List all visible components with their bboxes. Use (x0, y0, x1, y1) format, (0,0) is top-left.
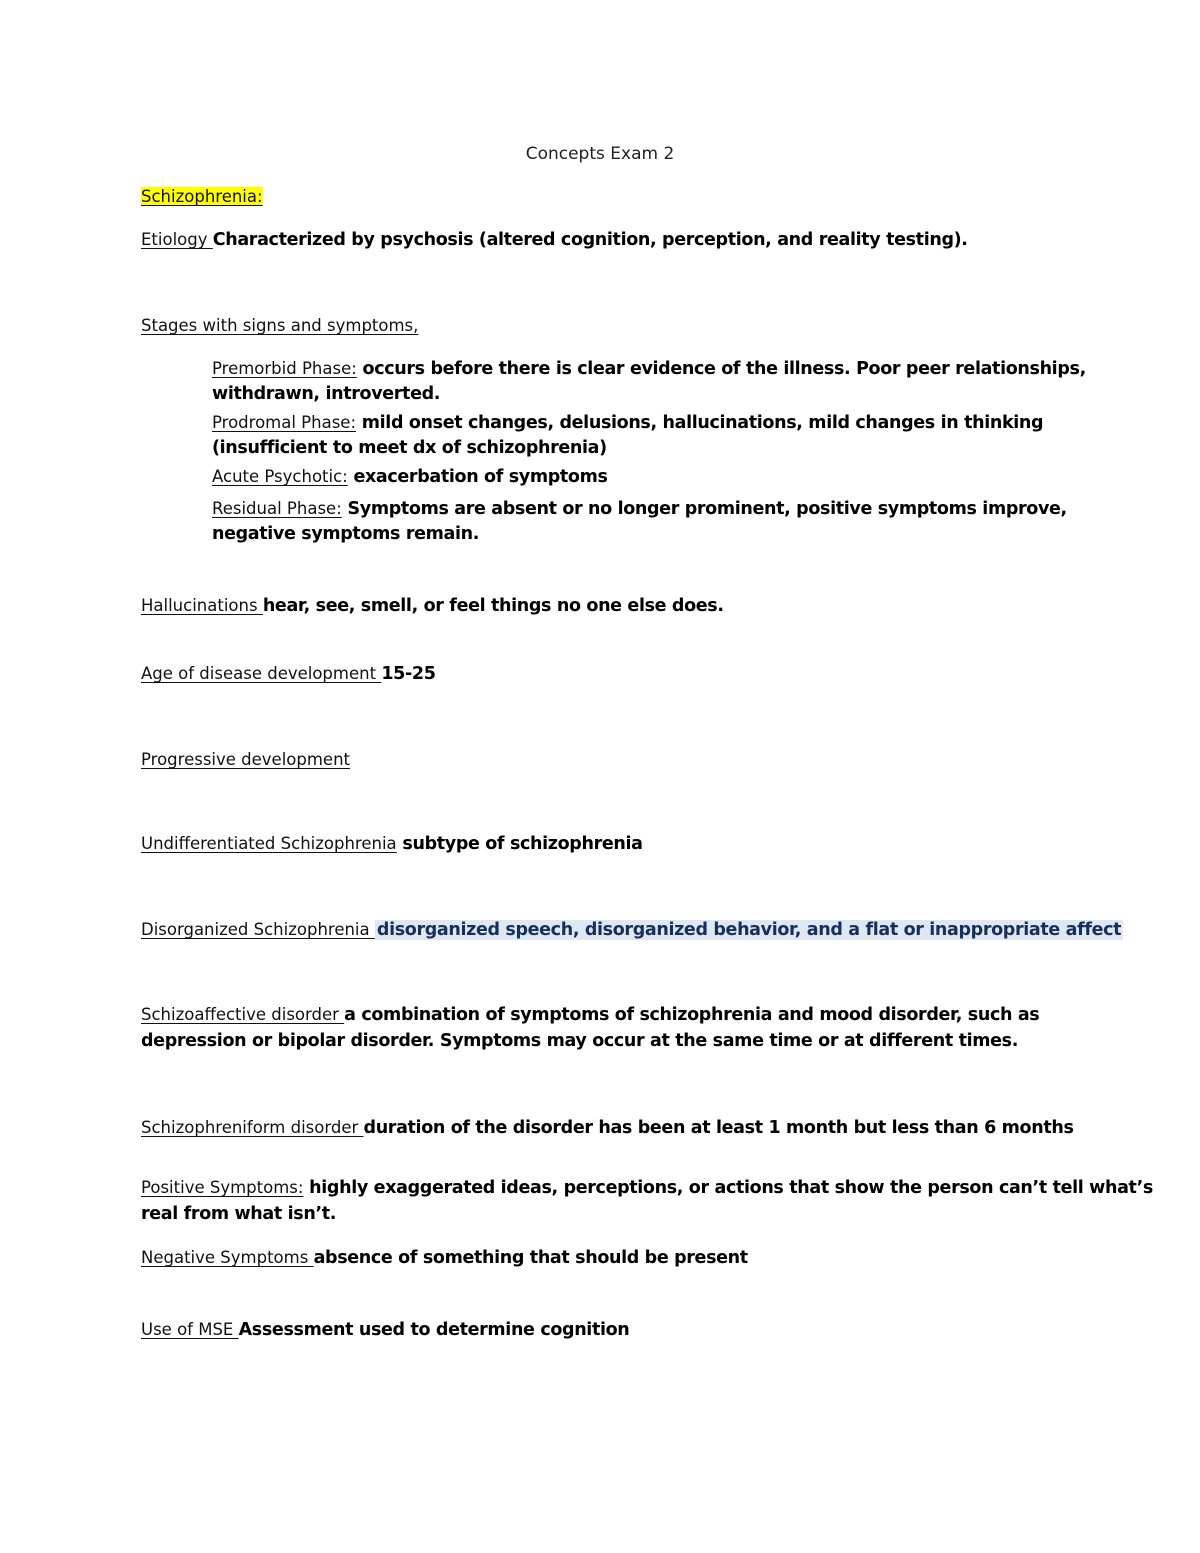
acute-entry (212, 464, 608, 490)
schizoaffective-definition-continued: depression or bipolar disorder. Symptoms may occur at the same time or at different times. (141, 1031, 1019, 1051)
acute-definition: exacerbation of symptoms (347, 467, 608, 487)
progressive-term: Progressive development (141, 750, 351, 769)
disorganized-definition: disorganized speech, disorganized behavior, and a flat or inappropriate affect (376, 920, 1122, 940)
progressive-entry (141, 747, 350, 773)
schizophreniform-definition: duration of the disorder has been at least 1 month but less than 6 months (363, 1118, 1074, 1138)
prodromal-definition: mild onset changes, delusions, hallucinations, mild changes in thinking (356, 413, 1044, 433)
residual-definition-continued: negative symptoms remain. (212, 524, 480, 544)
positive-definition: highly exaggerated ideas, perceptions, or actions that show the person can’t tell what’s (303, 1178, 1153, 1198)
stages-heading-text: Stages with signs and symptoms, (141, 316, 419, 335)
acute-term: Acute Psychotic: (212, 467, 348, 486)
mse-definition: Assessment used to determine cognition (238, 1320, 630, 1340)
prodromal-entry (212, 410, 1043, 436)
schizoaffective-entry (141, 1002, 1039, 1028)
age-term: Age of disease development (141, 664, 382, 683)
schizoaffective-continuation (141, 1028, 1018, 1054)
residual-term: Residual Phase: (212, 499, 342, 518)
premorbid-continuation (212, 381, 440, 407)
prodromal-definition-continued: (insufficient to meet dx of schizophrenia) (212, 438, 607, 458)
disorganized-term: Disorganized Schizophrenia (141, 920, 375, 939)
mse-entry (141, 1317, 629, 1343)
premorbid-entry (212, 356, 1086, 382)
mse-term: Use of MSE (141, 1320, 239, 1339)
positive-entry (141, 1175, 1153, 1201)
etiology-definition: Characterized by psychosis (altered cognition, perception, and reality testing). (212, 230, 968, 250)
schizoaffective-term: Schizoaffective disorder (141, 1005, 345, 1024)
hallucinations-entry (141, 593, 724, 619)
residual-continuation (212, 521, 479, 547)
positive-term: Positive Symptoms: (141, 1178, 304, 1197)
disorganized-entry (141, 917, 1123, 943)
schizoaffective-definition: a combination of symptoms of schizophrenia and mood disorder, such as (344, 1005, 1040, 1025)
positive-continuation (141, 1201, 336, 1227)
age-definition: 15-25 (381, 664, 436, 684)
undifferentiated-entry (141, 831, 643, 857)
schizophrenia-heading: Schizophrenia: (141, 187, 263, 206)
section-heading (141, 184, 263, 210)
age-entry (141, 661, 436, 687)
schizophreniform-term: Schizophreniform disorder (141, 1118, 364, 1137)
negative-definition: absence of something that should be present (313, 1248, 748, 1268)
undifferentiated-term: Undifferentiated Schizophrenia (141, 834, 397, 853)
etiology-entry (141, 227, 968, 253)
document-title: Concepts Exam 2 (525, 144, 675, 164)
residual-definition: Symptoms are absent or no longer prominent, positive symptoms improve, (341, 499, 1067, 519)
premorbid-term: Premorbid Phase: (212, 359, 357, 378)
negative-entry (141, 1245, 748, 1271)
hallucinations-definition: hear, see, smell, or feel things no one else does. (262, 596, 724, 616)
schizophreniform-entry (141, 1115, 1074, 1141)
premorbid-definition: occurs before there is clear evidence of the illness. Poor peer relationships, (356, 359, 1086, 379)
negative-term: Negative Symptoms (141, 1248, 314, 1267)
premorbid-definition-continued: withdrawn, introverted. (212, 384, 441, 404)
residual-entry (212, 496, 1067, 522)
stages-heading (141, 313, 418, 339)
etiology-term: Etiology (141, 230, 213, 249)
prodromal-term: Prodromal Phase: (212, 413, 357, 432)
positive-definition-continued: real from what isn’t. (141, 1204, 337, 1224)
undifferentiated-definition: subtype of schizophrenia (396, 834, 643, 854)
hallucinations-term: Hallucinations (141, 596, 263, 615)
prodromal-continuation (212, 435, 607, 461)
